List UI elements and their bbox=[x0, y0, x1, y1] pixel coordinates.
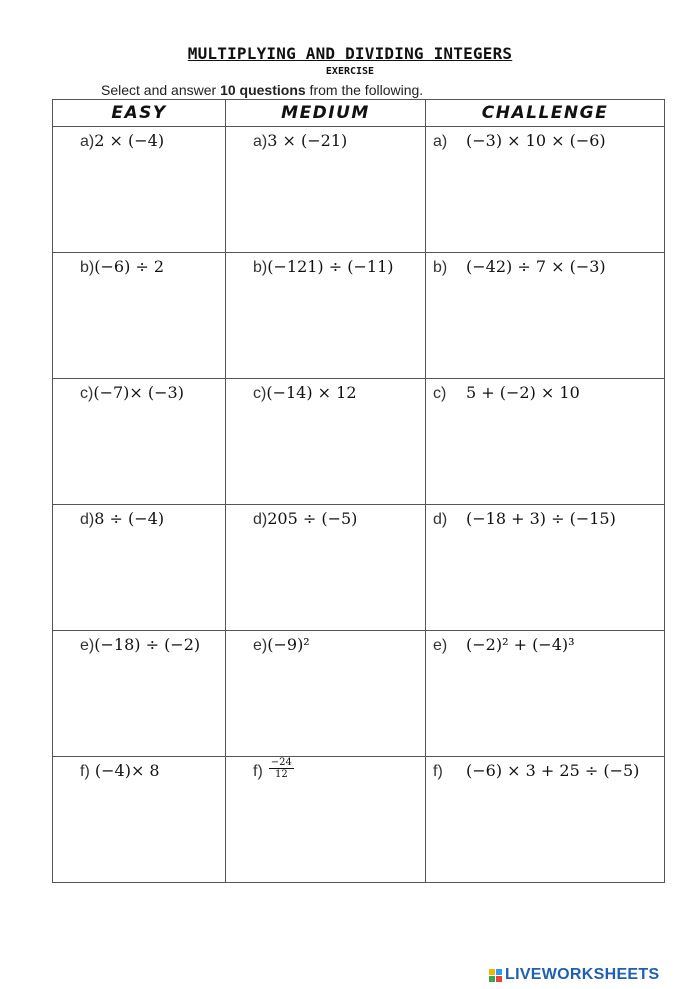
worksheet-title: MULTIPLYING AND DIVIDING INTEGERS bbox=[187, 44, 513, 63]
question-expression: (−6) ÷ 2 bbox=[94, 257, 165, 276]
table-row bbox=[53, 505, 665, 631]
instruction-text bbox=[101, 82, 423, 98]
question-label: c) bbox=[253, 385, 267, 402]
question-expression: (−14) × 12 bbox=[266, 383, 357, 402]
question-label: a) bbox=[433, 133, 448, 150]
question-expression: (−42) ÷ 7 × (−3) bbox=[466, 257, 606, 276]
question-label: e) bbox=[80, 637, 95, 654]
question-expression: (−2)² + (−4)³ bbox=[466, 635, 575, 654]
table-row bbox=[53, 253, 665, 379]
question-expression: 2 × (−4) bbox=[94, 131, 165, 150]
header-row bbox=[53, 100, 665, 127]
question-expression: 205 ÷ (−5) bbox=[267, 509, 358, 528]
question-label: e) bbox=[433, 637, 448, 654]
question-label: e) bbox=[253, 637, 268, 654]
question-cell[interactable] bbox=[426, 505, 665, 631]
table-row bbox=[53, 757, 665, 883]
question-cell[interactable] bbox=[226, 127, 426, 253]
question-cell[interactable] bbox=[426, 757, 665, 883]
question-label: a) bbox=[253, 133, 268, 150]
question-cell[interactable] bbox=[53, 253, 226, 379]
question-expression: (−9)² bbox=[267, 635, 310, 654]
question-expression: (−7)× (−3) bbox=[93, 383, 184, 402]
logo-square-icon bbox=[489, 976, 495, 982]
question-cell[interactable] bbox=[53, 505, 226, 631]
question-expression: 8 ÷ (−4) bbox=[94, 509, 165, 528]
question-label: b) bbox=[80, 259, 95, 276]
logo-square-icon bbox=[489, 969, 495, 975]
question-cell[interactable] bbox=[53, 757, 226, 883]
question-cell[interactable] bbox=[426, 631, 665, 757]
fraction-numerator: −24 bbox=[270, 757, 292, 769]
question-label: b) bbox=[433, 259, 448, 276]
table-row bbox=[53, 631, 665, 757]
column-header-easy: EASY bbox=[53, 100, 226, 127]
question-label: c) bbox=[433, 385, 447, 402]
table-row bbox=[53, 379, 665, 505]
question-label: f) bbox=[433, 763, 443, 780]
liveworksheets-logo[interactable] bbox=[489, 965, 659, 985]
question-expression: 3 × (−21) bbox=[267, 131, 348, 150]
question-label: a) bbox=[80, 133, 95, 150]
table-row bbox=[53, 127, 665, 253]
question-expression: 5 + (−2) × 10 bbox=[466, 383, 580, 402]
question-cell[interactable] bbox=[226, 505, 426, 631]
question-label: d) bbox=[80, 511, 95, 528]
logo-square-icon bbox=[496, 976, 502, 982]
column-header-challenge: CHALLENGE bbox=[426, 100, 665, 127]
logo-square-icon bbox=[496, 969, 502, 975]
question-expression: (−3) × 10 × (−6) bbox=[466, 131, 606, 150]
question-expression: (−6) × 3 + 25 ÷ (−5) bbox=[466, 761, 640, 780]
instruction-bold: 10 questions bbox=[220, 82, 306, 98]
question-label: f) bbox=[253, 763, 263, 780]
worksheet-subtitle: EXERCISE bbox=[325, 66, 375, 77]
fraction-denominator: 12 bbox=[274, 769, 288, 781]
logo-text: LIVEWORKSHEETS bbox=[505, 966, 660, 983]
question-expression: (−18) ÷ (−2) bbox=[94, 635, 201, 654]
logo-mark-icon bbox=[489, 969, 502, 982]
question-label: b) bbox=[253, 259, 268, 276]
question-cell[interactable] bbox=[53, 127, 226, 253]
question-cell[interactable] bbox=[426, 127, 665, 253]
question-cell[interactable] bbox=[426, 253, 665, 379]
question-cell[interactable] bbox=[426, 379, 665, 505]
question-cell[interactable] bbox=[53, 379, 226, 505]
question-expression: (−4)× 8 bbox=[89, 761, 160, 780]
instruction-post: from the following. bbox=[305, 82, 424, 98]
question-cell[interactable] bbox=[226, 631, 426, 757]
question-cell[interactable] bbox=[226, 757, 426, 883]
question-label: f) bbox=[80, 763, 90, 780]
instruction-pre: Select and answer bbox=[101, 82, 221, 98]
question-expression: (−121) ÷ (−11) bbox=[267, 257, 394, 276]
question-label: c) bbox=[80, 385, 94, 402]
fraction bbox=[269, 757, 294, 780]
question-cell[interactable] bbox=[226, 379, 426, 505]
column-header-medium: MEDIUM bbox=[226, 100, 426, 127]
question-cell[interactable] bbox=[53, 631, 226, 757]
question-label: d) bbox=[433, 511, 448, 528]
question-label: d) bbox=[253, 511, 268, 528]
question-cell[interactable] bbox=[226, 253, 426, 379]
question-expression: (−18 + 3) ÷ (−15) bbox=[466, 509, 616, 528]
questions-table bbox=[52, 99, 665, 883]
